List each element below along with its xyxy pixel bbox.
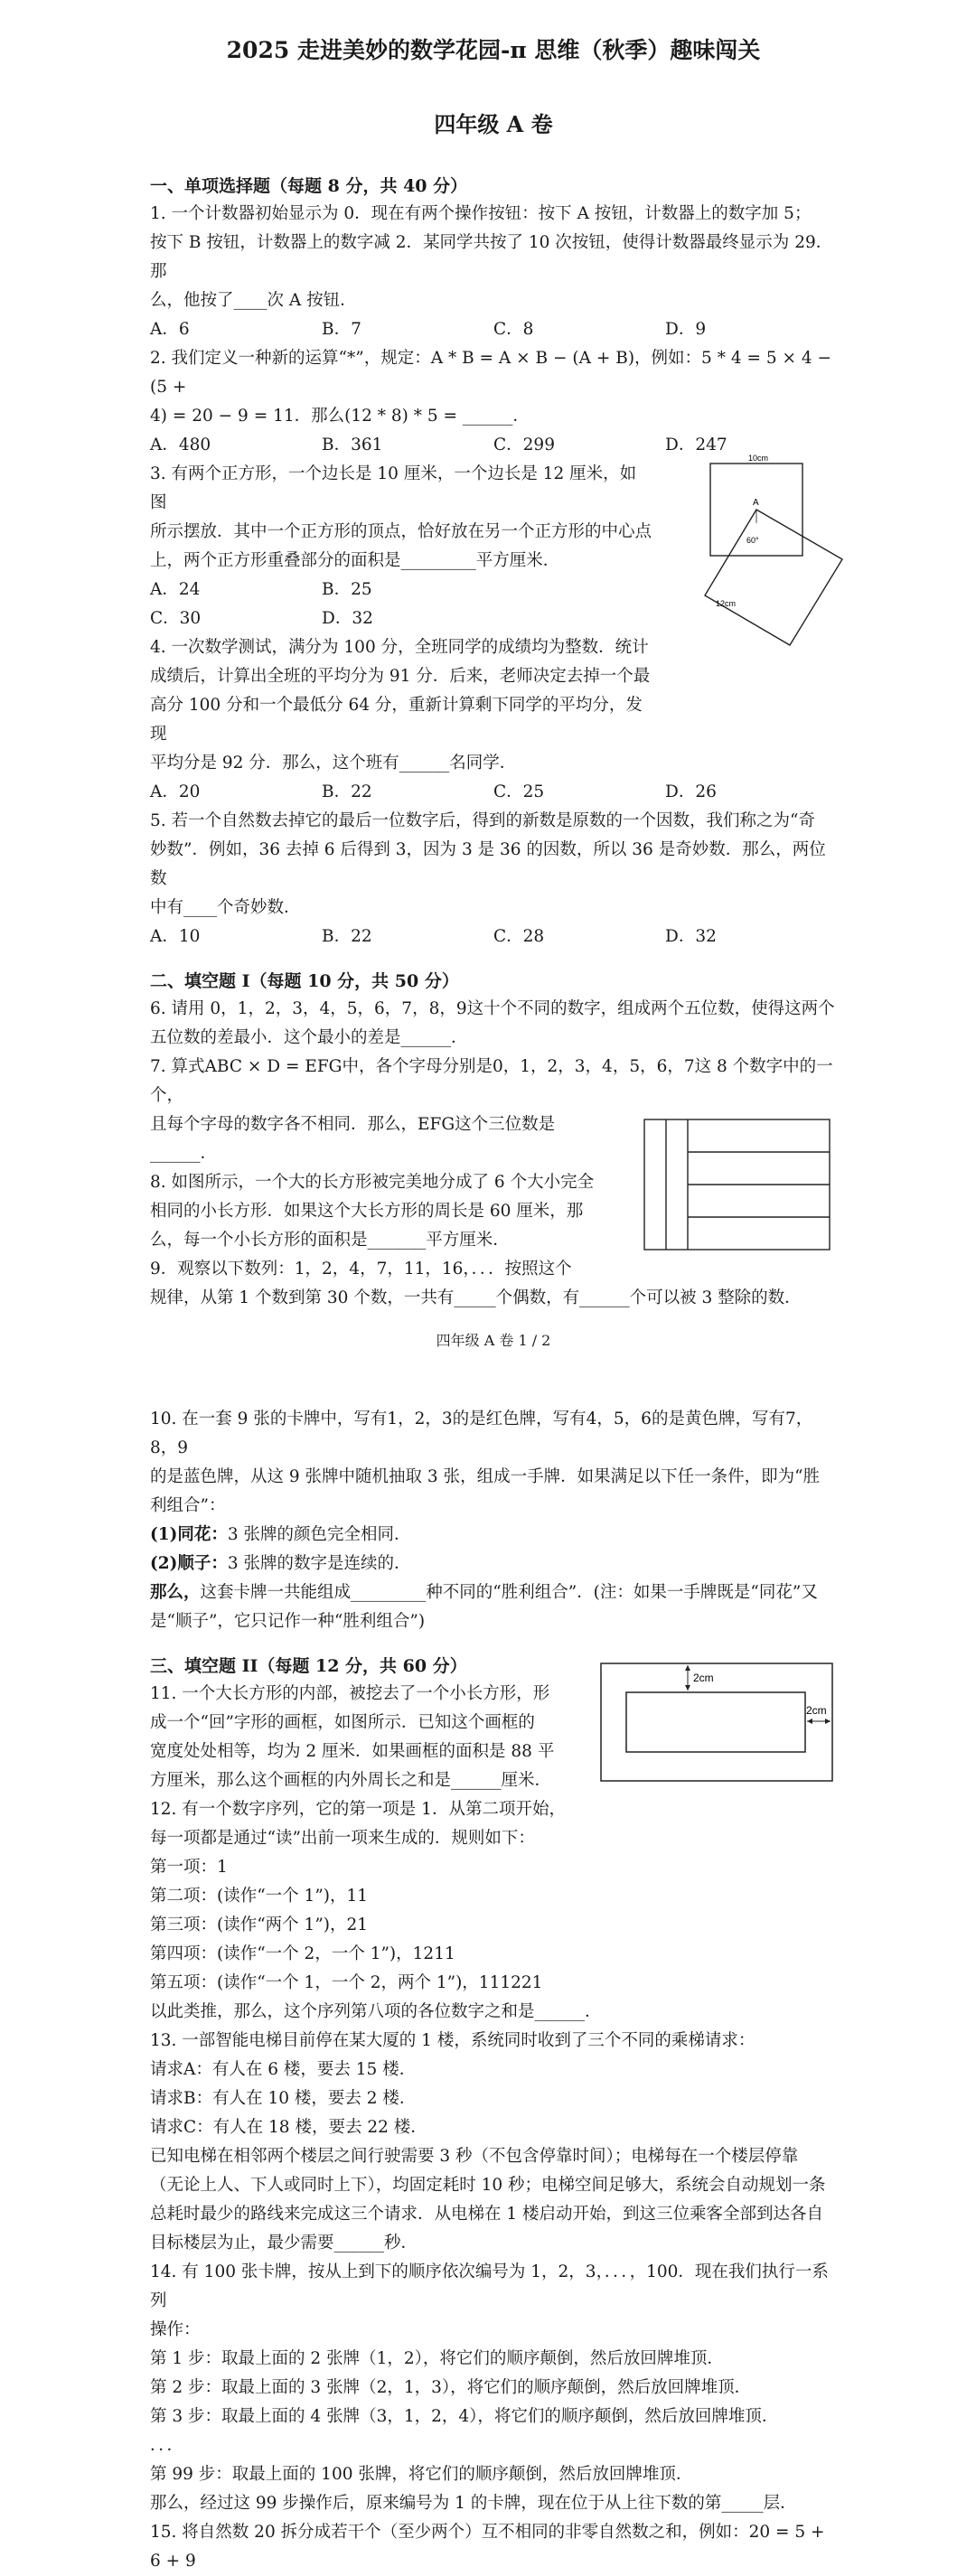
outer-rectangle xyxy=(601,1663,832,1781)
option: C．8 xyxy=(493,320,534,339)
q8-line: 相同的小长方形．如果这个大长方形的周长是 60 厘米，那 xyxy=(150,1202,584,1221)
q10-line: 10. 在一套 9 张的卡牌中，写有1，2，3的是红色牌，写有4，5，6的是黄色牌，写有7，8，9 xyxy=(150,1410,813,1457)
q12-seq-line: 第五项：(读作“一个 1，一个 2，两个 1”)，111221 xyxy=(150,1973,543,1992)
q4-line: 成绩后，计算出全班的平均分为 91 分．后来，老师决定去掉一个最 xyxy=(150,667,651,686)
q13-request: 请求A：有人在 6 楼，要去 15 楼． xyxy=(150,2060,417,2079)
q14-step: ．．． xyxy=(150,2436,184,2455)
option: A．6 xyxy=(150,320,190,339)
question-13 xyxy=(150,2027,837,2258)
q5-options xyxy=(150,923,837,951)
overlapping-squares-figure xyxy=(692,453,846,651)
option: B．25 xyxy=(322,580,372,599)
tail-text: 这套卡牌一共能组成_________种不同的“胜利组合”．(注：如果一手牌既是“同花”又 xyxy=(200,1583,818,1602)
question-2 xyxy=(150,344,837,460)
question-6 xyxy=(150,995,837,1053)
option: D．247 xyxy=(665,436,727,454)
q10-tail xyxy=(150,1578,837,1607)
option: D．26 xyxy=(665,782,717,801)
exam-title: 2025 走进美妙的数学花园-π 思维（秋季）趣味闯关 xyxy=(226,37,761,63)
q5-line: 妙数”．例如，36 去掉 6 后得到 3，因为 3 是 36 的因数，所以 36 是奇妙数．那么，两位数 xyxy=(150,840,826,888)
q14-step: 第 99 步：取最上面的 100 张牌，将它们的顺序颠倒，然后放回牌堆顶． xyxy=(150,2465,693,2484)
q11-line: 成一个“回”字形的画框，如图所示．已知这个画框的 xyxy=(150,1713,535,1732)
label-10cm: 10cm xyxy=(748,454,769,463)
question-15-partial: 15. 将自然数 20 拆分成若干个（至少两个）互不相同的非零自然数之和，例如：20 = 5 + 6 + 9 xyxy=(150,2523,825,2571)
q14-line: 操作： xyxy=(150,2320,201,2339)
q9-line: 9．观察以下数列：1，2，4，7，11，16，．．．按照这个 xyxy=(150,1260,572,1279)
q4-line: 4. 一次数学测试，满分为 100 分，全班同学的成绩均为整数．统计 xyxy=(150,638,649,657)
option: A．24 xyxy=(150,580,201,599)
q12-seq-line: 第二项：(读作“一个 1”)，11 xyxy=(150,1887,369,1906)
q11-line: 宽度处处相等，均为 2 厘米．如果画框的面积是 88 平 xyxy=(150,1742,555,1761)
question-12 xyxy=(150,1795,837,2027)
option: A．480 xyxy=(150,436,211,454)
q12-seq-line: 第一项：1 xyxy=(150,1858,228,1877)
q10-condition-1 xyxy=(150,1521,837,1550)
tail-label: 那么， xyxy=(150,1583,201,1602)
q6-line: 五位数的差最小．这个最小的差是______． xyxy=(150,1028,468,1047)
label-2cm-right: 2cm xyxy=(806,1704,827,1717)
q3-line: 3. 有两个正方形，一个边长是 10 厘米，一个边长是 12 厘米，如图 xyxy=(150,464,637,512)
label-angle: 60° xyxy=(746,536,759,545)
question-1 xyxy=(150,200,837,344)
q13-line: 已知电梯在相邻两个楼层之间行驶需要 3 秒（不包含停靠时间）；电梯每在一个楼层停靠 xyxy=(150,2147,799,2166)
q14-line: 14. 有 100 张卡牌，按从上到下的顺序依次编号为 1，2，3，．．．，100．现在我们执行一系列 xyxy=(150,2262,829,2310)
option: B．361 xyxy=(322,436,383,454)
question-14 xyxy=(150,2258,837,2518)
q8-line: 么，每一个小长方形的面积是_______平方厘米． xyxy=(150,1231,510,1250)
q12-seq-line: 第三项：(读作“两个 1”)，21 xyxy=(150,1916,369,1934)
q12-line: 每一项都是通过“读”出前一项来生成的．规则如下： xyxy=(150,1829,535,1848)
frame-figure xyxy=(597,1660,837,1786)
q14-step: 第 3 步：取最上面的 4 张牌（3，1，2，4），将它们的顺序颠倒，然后放回牌堆顶． xyxy=(150,2407,779,2426)
q12-line: 以此类推，那么，这个序列第八项的各位数字之和是______． xyxy=(150,2002,602,2021)
section-heading-2: 二、填空题 I（每题 10 分，共 50 分） xyxy=(150,971,459,991)
q3-options-row2 xyxy=(150,604,652,633)
q4-line: 平均分是 92 分．那么，这个班有______名同学． xyxy=(150,754,517,773)
q5-line: 5. 若一个自然数去掉它的最后一位数字后，得到的新数是原数的一个因数，我们称之为“奇 xyxy=(150,811,815,830)
q10-line: 利组合”： xyxy=(150,1496,226,1515)
cond-label: (1)同花： xyxy=(150,1525,228,1544)
option: C．30 xyxy=(150,609,202,628)
q11-line: 方厘米，那么这个画框的内外周长之和是______厘米． xyxy=(150,1771,552,1790)
option: C．25 xyxy=(493,782,545,801)
option: C．28 xyxy=(493,927,545,946)
section-heading-3: 三、填空题 II（每题 12 分，共 60 分） xyxy=(150,1656,467,1676)
q14-line: 那么，经过这 99 步操作后，原来编号为 1 的卡牌，现在位于从上往下数的第_____层． xyxy=(150,2494,797,2513)
question-3 xyxy=(150,454,837,633)
q13-line: 13. 一部智能电梯目前停在某大厦的 1 楼，系统同时收到了三个不同的乘梯请求： xyxy=(150,2031,755,2050)
question-11 xyxy=(150,1672,837,1795)
q10-line: 是“顺子”，它只记作一种“胜利组合”) xyxy=(150,1612,426,1631)
option: C．299 xyxy=(493,436,555,454)
q14-step: 第 2 步：取最上面的 3 张牌（2，1，3），将它们的顺序颠倒，然后放回牌堆顶． xyxy=(150,2378,752,2397)
q9-line: 规律，从第 1 个数到第 30 个数，一共有_____个偶数，有______个可以被 3 整除的数． xyxy=(150,1288,802,1307)
option: D．32 xyxy=(665,927,717,946)
inner-rectangle xyxy=(626,1692,805,1752)
arrow-head xyxy=(807,1719,812,1724)
q1-line: 1. 一个计数器初始显示为 0．现在有两个操作按钮：按下 A 按钮，计数器上的数字加 5； xyxy=(150,204,812,223)
q8-line: 8. 如图所示，一个大的长方形被完美地分成了 6 个大小完全 xyxy=(150,1173,595,1192)
question-9 xyxy=(150,1255,837,1313)
q2-line: 4) = 20 − 9 = 11．那么(12 * 8) * 5 = ______． xyxy=(150,407,530,426)
question-4 xyxy=(150,633,837,807)
arrow-head xyxy=(685,1665,690,1671)
q14-step: 第 1 步：取最上面的 2 张牌（1，2），将它们的顺序颠倒，然后放回牌堆顶． xyxy=(150,2349,724,2368)
label-2cm-top: 2cm xyxy=(693,1672,714,1684)
q13-line: （无论上人、下人或同时上下），均固定耗时 10 秒；电梯空间足够大，系统会自动规划一条 xyxy=(150,2176,826,2195)
exam-subtitle: 四年级 A 卷 xyxy=(434,111,553,137)
q5-line: 中有____个奇妙数． xyxy=(150,898,301,917)
sheet-page-1 xyxy=(150,27,837,1350)
q12-line: 12. 有一个数字序列，它的第一项是 1．从第二项开始， xyxy=(150,1800,566,1819)
q10-line: 的是蓝色牌，从这 9 张牌中随机抽取 3 张，组成一手牌．如果满足以下任一条件，即为“胜 xyxy=(150,1467,821,1486)
section-heading-1: 一、单项选择题（每题 8 分，共 40 分） xyxy=(150,176,468,196)
option: B．7 xyxy=(322,320,361,339)
six-rectangles-figure xyxy=(643,1118,832,1251)
q10-condition-2 xyxy=(150,1550,837,1578)
q11-line: 11. 一个大长方形的内部，被挖去了一个小长方形，形 xyxy=(150,1684,550,1703)
q13-line: 总耗时最少的路线来完成这三个请求．从电梯在 1 楼启动开始，到这三位乘客全部到达各自 xyxy=(150,2205,824,2224)
q13-line: 目标楼层为止，最少需要______秒． xyxy=(150,2234,418,2253)
option: D．32 xyxy=(322,609,373,628)
option: A．20 xyxy=(150,782,201,801)
q4-line: 高分 100 分和一个最低分 64 分，重新计算剩下同学的平均分，发现 xyxy=(150,696,643,744)
q1-options xyxy=(150,315,837,344)
label-12cm: 12cm xyxy=(716,599,737,608)
q4-options xyxy=(150,778,837,807)
q3-line: 上，两个正方形重叠部分的面积是_________平方厘米． xyxy=(150,551,560,570)
q12-seq-line: 第四项：(读作“一个 2，一个 1”)，1211 xyxy=(150,1944,455,1963)
q1-line: 按下 B 按钮，计数器上的数字减 2．某同学共按了 10 次按钮，使得计数器最终显示为 29．那 xyxy=(150,233,833,281)
q7-line: ______． xyxy=(150,1144,218,1163)
q6-line: 6. 请用 0，1，2，3，4，5，6，7，8，9这十个不同的数字，组成两个五位数，使得这两个 xyxy=(150,999,835,1018)
question-7 xyxy=(150,1053,837,1168)
arrow-head xyxy=(685,1685,690,1691)
q2-line: 2. 我们定义一种新的运算“*”，规定：A * B = A × B − (A + B)，例如：5 * 4 = 5 × 4 − (5 + xyxy=(150,349,832,397)
sheet-page-2 xyxy=(150,1405,837,2571)
question-10 xyxy=(150,1405,837,1636)
option: D．9 xyxy=(665,320,707,339)
q3-line: 所示摆放．其中一个正方形的顶点，恰好放在另一个正方形的中心点 xyxy=(150,522,652,541)
cond-text: 3 张牌的颜色完全相同． xyxy=(227,1525,411,1544)
cond-label: (2)顺子： xyxy=(150,1554,228,1573)
large-square xyxy=(705,510,842,645)
q7-line: 7. 算式ABC × D = EFG中，各个字母分别是0，1，2，3，4，5，6，7这 8 个数字中的一个， xyxy=(150,1057,833,1105)
option: B．22 xyxy=(322,927,372,946)
option: A．10 xyxy=(150,927,201,946)
question-5 xyxy=(150,807,837,951)
label-vertex-a: A xyxy=(753,498,759,508)
option: B．22 xyxy=(322,782,372,801)
q13-request: 请求C：有人在 18 楼，要去 22 楼． xyxy=(150,2118,427,2137)
q13-request: 请求B：有人在 10 楼，要去 2 楼． xyxy=(150,2089,417,2108)
q3-options-row1 xyxy=(150,576,652,604)
cond-text: 3 张牌的数字是连续的． xyxy=(227,1554,411,1573)
q7-line: 且每个字母的数字各不相同．那么，EFG这个三位数是 xyxy=(150,1115,556,1134)
arrow-head xyxy=(825,1719,831,1724)
q1-line: 么，他按了____次 A 按钮． xyxy=(150,291,357,310)
page-footer: 四年级 A 卷 1 / 2 xyxy=(436,1332,551,1349)
